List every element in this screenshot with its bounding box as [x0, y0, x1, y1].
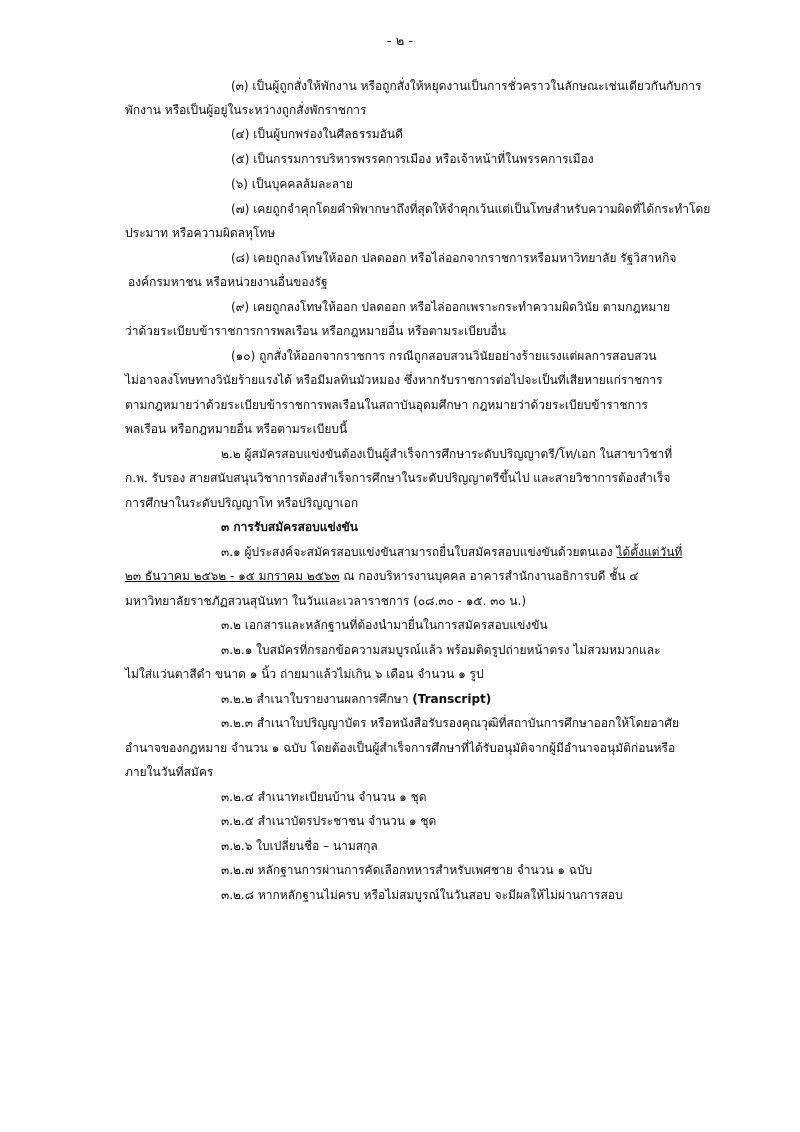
text-line: (๗) เคยถูกจำคุกโดยคำพิพากษาถึงที่สุดให้จำคุกเว้นแต่เป็นโทษสำหรับความผิดที่ได้กระทำโดย: [231, 202, 711, 216]
text-run: ๓.๒.๒ สำเนาใบรายงานผลการศึกษา: [221, 692, 413, 706]
text-line: ๓.๒.๗ หลักฐานการผ่านการคัดเลือกทหารสำหรับเพศชาย จำนวน ๑ ฉบับ: [221, 863, 593, 877]
text-line: (๔) เป็นผู้บกพร่องในศีลธรรมอันดี: [231, 127, 403, 141]
text-line: [221, 691, 491, 707]
section-heading: ๓ การรับสมัครสอบแข่งขัน: [221, 520, 358, 534]
text-line: (๖) เป็นบุคคลล้มละลาย: [231, 177, 353, 191]
text-line: (๑๐) ถูกสั่งให้ออกจากราชการ กรณีถูกสอบสวนวินัยอย่างร้ายแรงแต่ผลการสอบสวน: [231, 349, 657, 363]
text-line: ๓.๒.๓ สำเนาใบปริญญาบัตร หรือหนังสือรับรองคุณวุฒิที่สถาบันการศึกษาออกให้โดยอาศัย: [221, 716, 679, 730]
text-line: การศึกษาในระดับปริญญาโท หรือปริญญาเอก: [125, 496, 359, 510]
text-line: มหาวิทยาลัยราชภัฏสวนสุนันทา ในวันและเวลาราชการ (๐๘.๓๐ - ๑๕. ๓๐ น.): [125, 594, 527, 608]
text-line: ตามกฎหมายว่าด้วยระเบียบข้าราชการพลเรือนในสถาบันอุดมศึกษา กฎหมายว่าด้วยระเบียบข้าราชการ: [125, 398, 648, 412]
text-line: (๕) เป็นกรรมการบริหารพรรคการเมือง หรือเจ้าหน้าที่ในพรรคการเมือง: [231, 152, 594, 166]
underlined-date-range: ๒๓ ธันวาคม ๒๕๖๒ - ๑๕ มกราคม ๒๕๖๓: [125, 569, 340, 583]
transcript-label: (Transcript): [412, 692, 492, 706]
text-run: ๓.๑ ผู้ประสงค์จะสมัครสอบแข่งขันสามารถยื่นใบสมัครสอบแข่งขันด้วยตนเอง: [221, 545, 617, 559]
text-line: ประมาท หรือความผิดลหุโทษ: [125, 226, 276, 240]
text-line: [221, 544, 682, 560]
text-line: [125, 568, 638, 584]
text-line: องค์กรมหาชน หรือหน่วยงานอื่นของรัฐ: [128, 275, 328, 289]
text-line: ภายในวันที่สมัคร: [125, 765, 214, 779]
text-line: อำนาจของกฎหมาย จำนวน ๑ ฉบับ โดยต้องเป็นผู้สำเร็จการศึกษาที่ได้รับอนุมัติจากผู้มีอำนาจอนุมัติก่อนหรือ: [125, 741, 676, 755]
text-line: ๓.๒.๑ ใบสมัครที่กรอกข้อความสมบูรณ์แล้ว พร้อมติดรูปถ่ายหน้าตรง ไม่สวมหมวกและ: [221, 643, 661, 657]
text-line: (๓) เป็นผู้ถูกสั่งให้พักงาน หรือถูกสั่งให้หยุดงานเป็นการชั่วคราวในลักษณะเช่นเดียวกันกับการ: [231, 79, 702, 93]
text-line: ไม่ใส่แว่นตาสีดำ ขนาด ๑ นิ้ว ถ่ายมาแล้วไม่เกิน ๖ เดือน จำนวน ๑ รูป: [125, 667, 484, 681]
text-line: ๓.๒.๕ สำเนาบัตรประชาชน จำนวน ๑ ชุด: [221, 814, 437, 828]
text-run: ณ กองบริหารงานบุคคล อาคารสำนักงานอธิการบดี ชั้น ๔: [339, 569, 639, 583]
text-line: (๘) เคยถูกลงโทษให้ออก ปลดออก หรือไล่ออกจากราชการหรือมหาวิทยาลัย รัฐวิสาหกิจ: [231, 251, 677, 265]
text-line: ก.พ. รับรอง สายสนับสนุนวิชาการต้องสำเร็จการศึกษาในระดับปริญญาตรีขึ้นไป และสายวิชาการต้องสำเร็จ: [125, 471, 671, 485]
text-line: ๓.๒.๘ หากหลักฐานไม่ครบ หรือไม่สมบูรณ์ในวันสอบ จะมีผลให้ไม่ผ่านการสอบ: [221, 888, 623, 902]
underlined-date-text: ได้ตั้งแต่วันที่: [616, 545, 683, 559]
text-line: พลเรือน หรือกฎหมายอื่น หรือตามระเบียบนี้: [125, 422, 348, 436]
text-line: ว่าด้วยระเบียบข้าราชการการพลเรือน หรือกฎหมายอื่น หรือตามระเบียบอื่น: [125, 324, 506, 338]
text-line: (๙) เคยถูกลงโทษให้ออก ปลดออก หรือไล่ออกเพราะกระทำความผิดวินัย ตามกฎหมาย: [231, 300, 671, 314]
text-line: พักงาน หรือเป็นผู้อยู่ในระหว่างถูกสั่งพักราชการ: [125, 103, 367, 117]
page-number: - ๒ -: [386, 34, 414, 49]
text-line: ๓.๒.๔ สำเนาทะเบียนบ้าน จำนวน ๑ ชุด: [221, 790, 427, 804]
text-line: ๓.๒.๖ ใบเปลี่ยนชื่อ – นามสกุล: [221, 839, 378, 853]
text-line: ๒.๒ ผู้สมัครสอบแข่งขันต้องเป็นผู้สำเร็จการศึกษาระดับปริญญาตรี/โท/เอก ในสาขาวิชาที่: [221, 447, 673, 461]
text-line: ไม่อาจลงโทษทางวินัยร้ายแรงได้ หรือมีมลทินมัวหมอง ซึ่งหากรับราชการต่อไปจะเป็นที่เสียหายแก่ราชการ: [125, 373, 663, 387]
text-line: ๓.๒ เอกสารและหลักฐานที่ต้องนำมายื่นในการสมัครสอบแข่งขัน: [221, 618, 548, 632]
